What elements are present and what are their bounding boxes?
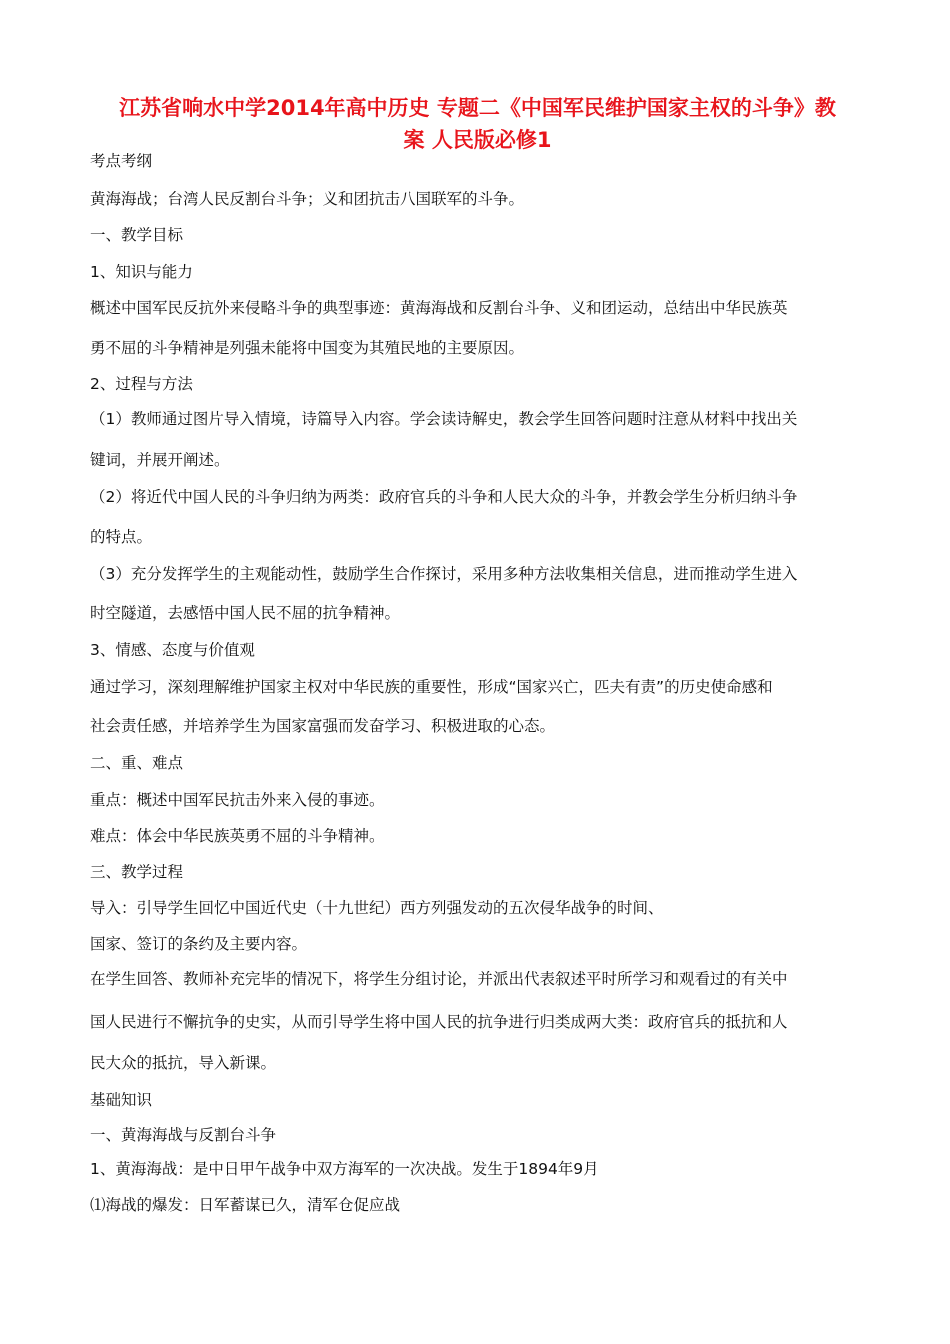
section-heading: 一、教学目标 [90,226,184,244]
paragraph-line: ⑴海战的爆发：日军蓄谋已久，清军仓促应战 [90,1196,401,1214]
paragraph-line: （1）教师通过图片导入情境，诗篇导入内容。学会读诗解史，教会学生回答问题时注意从材料中找出关 [90,410,798,428]
section-heading: 三、教学过程 [90,863,184,881]
paragraph-line: （2）将近代中国人民的斗争归纳为两类：政府官兵的斗争和人民大众的斗争，并教会学生分析归纳斗争 [90,488,798,506]
subsection-heading: 3、情感、态度与价值观 [90,641,255,659]
paragraph-line: 社会责任感，并培养学生为国家富强而发奋学习、积极进取的心态。 [90,717,556,735]
section-heading: 考点考纲 [90,152,153,170]
section-heading: 一、黄海海战与反割台斗争 [90,1126,277,1144]
paragraph-line: 的特点。 [90,528,153,546]
paragraph-line: 黄海海战；台湾人民反割台斗争；义和团抗击八国联军的斗争。 [90,190,525,208]
subsection-heading: 1、知识与能力 [90,263,193,281]
subsection-heading: 2、过程与方法 [90,375,193,393]
paragraph-line: 在学生回答、教师补充完毕的情况下，将学生分组讨论，并派出代表叙述平时所学习和观看过的有关中 [90,970,788,988]
section-heading: 二、重、难点 [90,754,184,772]
paragraph-line: 重点：概述中国军民抗击外来入侵的事迹。 [90,791,385,809]
paragraph-line: 通过学习，深刻理解维护国家主权对中华民族的重要性，形成“国家兴亡，匹夫有责”的历史使命感和 [90,678,773,696]
paragraph-line: 民大众的抵抗，导入新课。 [90,1054,277,1072]
paragraph-line: 概述中国军民反抗外来侵略斗争的典型事迹：黄海海战和反割台斗争、义和团运动，总结出中华民族英 [90,299,788,317]
paragraph-line: 国人民进行不懈抗争的史实，从而引导学生将中国人民的抗争进行归类成两大类：政府官兵的抵抗和人 [90,1013,788,1031]
document-title-line-2: 案 人民版必修1 [403,128,552,152]
paragraph-line: 国家、签订的条约及主要内容。 [90,935,308,953]
section-heading: 基础知识 [90,1091,153,1109]
paragraph-line: 勇不屈的斗争精神是列强未能将中国变为其殖民地的主要原因。 [90,339,525,357]
paragraph-line: （3）充分发挥学生的主观能动性，鼓励学生合作探讨，采用多种方法收集相关信息，进而推动学生进入 [90,565,798,583]
paragraph-line: 键词，并展开阐述。 [90,451,230,469]
paragraph-line: 1、黄海海战：是中日甲午战争中双方海军的一次决战。发生于1894年9月 [90,1160,599,1178]
paragraph-line: 导入：引导学生回忆中国近代史（十九世纪）西方列强发动的五次侵华战争的时间、 [90,899,664,917]
document-title-line-1: 江苏省响水中学2014年高中历史 专题二《中国军民维护国家主权的斗争》教 [119,96,836,120]
paragraph-line: 难点：体会中华民族英勇不屈的斗争精神。 [90,827,385,845]
paragraph-line: 时空隧道，去感悟中国人民不屈的抗争精神。 [90,604,401,622]
